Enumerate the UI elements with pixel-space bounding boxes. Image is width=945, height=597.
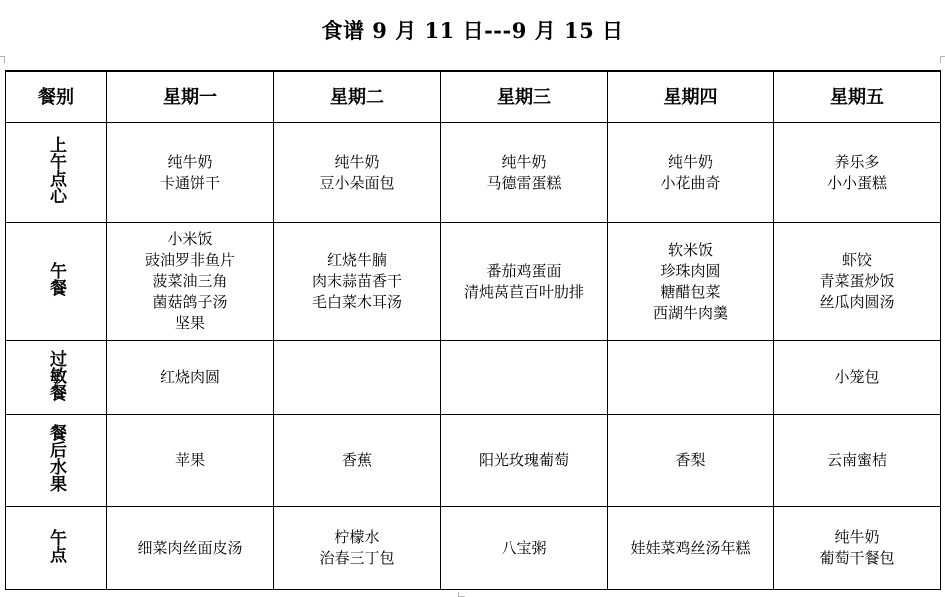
margin-mark-left — [0, 56, 5, 63]
morning-snack-row — [6, 123, 941, 223]
dish-item: 红烧牛腩 — [326, 251, 387, 269]
menu-cell-wednesday — [441, 223, 608, 341]
meal-label — [6, 507, 107, 590]
menu-cell-monday — [107, 415, 274, 507]
dish-item: 纯牛奶 — [167, 152, 213, 171]
dish-item: 虾饺 — [841, 251, 872, 269]
dish-item: 香梨 — [675, 451, 706, 469]
meal-label-text: 餐后水果 — [46, 424, 66, 492]
meal-label-text: 上午点心 — [46, 136, 66, 204]
dish-item: 丝瓜肉圆汤 — [819, 293, 895, 311]
menu-cell-wednesday — [441, 507, 608, 590]
dish-item: 葡萄干餐包 — [819, 549, 895, 567]
dish-item: 小花曲奇 — [660, 173, 721, 192]
meal-label — [6, 223, 107, 341]
day-header-thursday: 星期四 — [608, 71, 774, 123]
dish-item: 阳光玫瑰葡萄 — [478, 451, 569, 469]
menu-cell-tuesday — [274, 507, 441, 590]
menu-cell-wednesday — [441, 341, 608, 415]
dish-item: 治春三丁包 — [319, 549, 395, 567]
afternoon-snack-row — [6, 507, 941, 590]
meal-label — [6, 123, 107, 223]
page-title: 食谱 9 月 11 日---9 月 15 日 — [321, 18, 624, 43]
margin-mark-right — [940, 56, 945, 63]
menu-cell-friday — [774, 123, 941, 223]
dish-item: 坚果 — [174, 314, 205, 332]
dish-item: 番茄鸡蛋面 — [486, 261, 562, 280]
day-header-tuesday: 星期二 — [274, 71, 441, 123]
dish-item: 纯牛奶 — [334, 152, 380, 171]
margin-mark-bottom — [458, 592, 465, 597]
dish-item: 菌菇鸽子汤 — [152, 293, 228, 311]
dish-item: 苹果 — [174, 451, 205, 469]
dish-item: 纯牛奶 — [667, 152, 713, 171]
dish-item: 珍珠肉圆 — [660, 261, 721, 280]
dish-item: 细菜肉丝面皮汤 — [137, 538, 243, 557]
dish-item: 八宝粥 — [501, 538, 547, 557]
dish-item: 豉油罗非鱼片 — [144, 251, 235, 269]
dish-item: 小小蛋糕 — [826, 173, 887, 192]
fruit-row — [6, 415, 941, 507]
menu-cell-wednesday — [441, 123, 608, 223]
dish-item: 卡通饼干 — [159, 173, 220, 192]
lunch-row — [6, 223, 941, 341]
dish-item: 西湖牛肉羹 — [652, 303, 728, 322]
meal-label-text: 午餐 — [46, 262, 66, 296]
meal-label — [6, 341, 107, 415]
menu-cell-monday — [107, 123, 274, 223]
menu-cell-tuesday — [274, 223, 441, 341]
meal-label-text: 过敏餐 — [46, 349, 66, 401]
dish-item: 菠菜油三角 — [152, 272, 228, 290]
dish-item: 肉末蒜苗香干 — [311, 272, 402, 290]
dish-item: 云南蜜桔 — [826, 451, 887, 469]
dish-item: 红烧肉圆 — [159, 368, 220, 386]
menu-cell-tuesday — [274, 415, 441, 507]
meal-label-text: 午点 — [46, 528, 66, 563]
meal-type-header: 餐别 — [6, 71, 107, 123]
menu-cell-tuesday — [274, 123, 441, 223]
dish-item: 香蕉 — [341, 451, 372, 469]
meal-label — [6, 415, 107, 507]
dish-item: 养乐多 — [834, 152, 880, 171]
menu-cell-monday — [107, 341, 274, 415]
dish-item: 青菜蛋炒饭 — [819, 272, 895, 290]
menu-cell-thursday — [608, 341, 774, 415]
dish-item: 纯牛奶 — [834, 528, 880, 546]
allergy-meal-row — [6, 341, 941, 415]
menu-table — [5, 70, 941, 590]
menu-cell-wednesday — [441, 415, 608, 507]
day-header-friday: 星期五 — [774, 71, 941, 123]
dish-item: 糖醋包菜 — [660, 282, 721, 301]
menu-cell-thursday — [608, 223, 774, 341]
dish-item: 纯牛奶 — [501, 152, 547, 171]
dish-item: 小笼包 — [834, 368, 880, 386]
dish-item: 豆小朵面包 — [319, 173, 395, 192]
menu-cell-friday — [774, 223, 941, 341]
menu-cell-friday — [774, 415, 941, 507]
dish-item: 柠檬水 — [334, 528, 380, 546]
menu-body — [6, 123, 941, 590]
dish-item: 清炖莴苣百叶肋排 — [463, 282, 584, 301]
menu-cell-thursday — [608, 123, 774, 223]
menu-cell-friday — [774, 507, 941, 590]
menu-cell-monday — [107, 507, 274, 590]
menu-cell-thursday — [608, 507, 774, 590]
menu-cell-monday — [107, 223, 274, 341]
dish-item: 娃娃菜鸡丝汤年糕 — [630, 538, 751, 557]
menu-cell-friday — [774, 341, 941, 415]
dish-item: 小米饭 — [167, 230, 213, 248]
header-row — [6, 71, 941, 123]
menu-cell-tuesday — [274, 341, 441, 415]
dish-item: 马德雷蛋糕 — [486, 173, 562, 192]
dish-item: 毛白菜木耳汤 — [311, 293, 402, 311]
dish-item: 软米饭 — [667, 240, 713, 259]
day-header-wednesday: 星期三 — [441, 71, 608, 123]
menu-cell-thursday — [608, 415, 774, 507]
day-header-monday: 星期一 — [107, 71, 274, 123]
